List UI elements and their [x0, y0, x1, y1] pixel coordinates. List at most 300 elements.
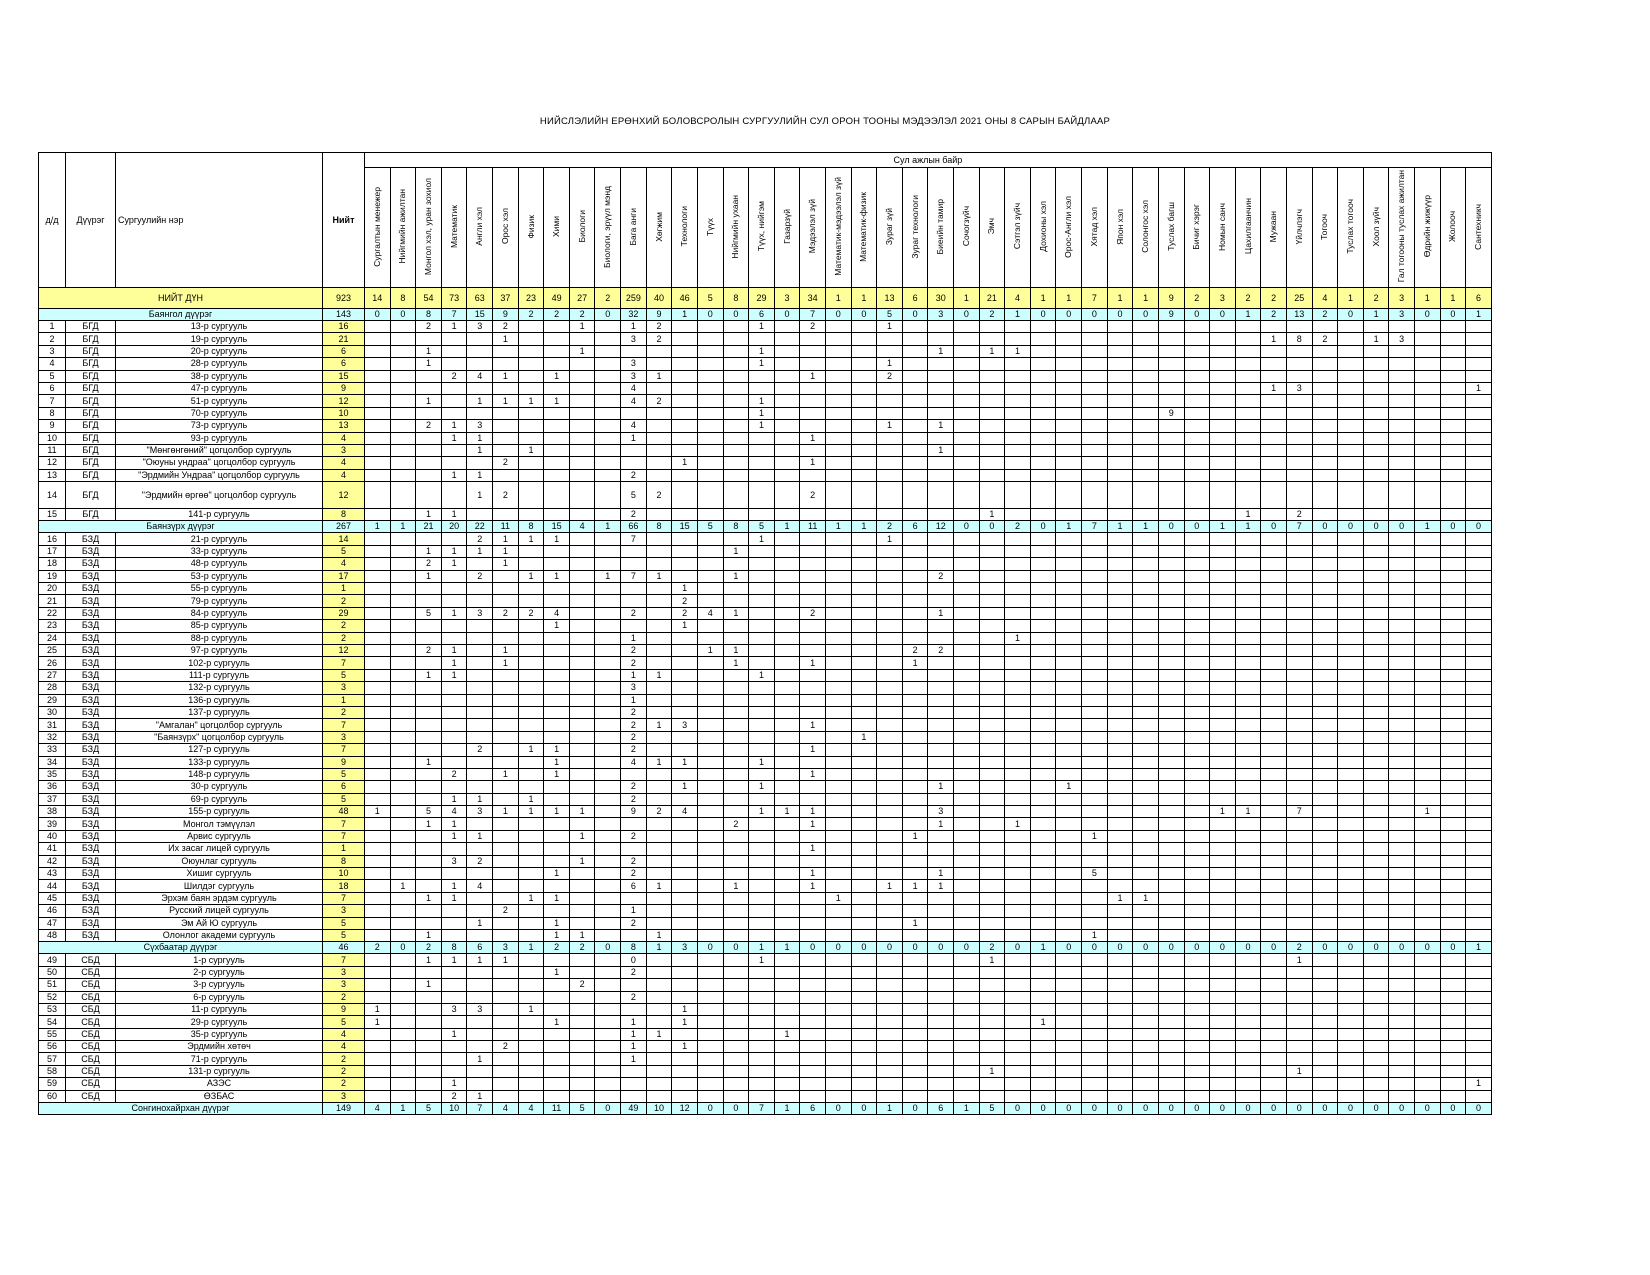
vacancy-cell: [1286, 482, 1312, 509]
vacancy-cell: [1107, 1090, 1133, 1102]
vacancy-cell: [544, 644, 570, 656]
vacancy-cell: [851, 1090, 877, 1102]
vacancy-cell: [646, 583, 672, 595]
vacancy-cell: 2: [621, 719, 647, 731]
school-row: [39, 669, 1492, 681]
vacancy-cell: 1: [1466, 942, 1492, 954]
vacancy-cell: [1414, 979, 1440, 991]
vacancy-cell: [928, 917, 954, 929]
vacancy-cell: [1440, 855, 1466, 867]
vacancy-cell: [1286, 644, 1312, 656]
vacancy-cell: [390, 345, 416, 357]
vacancy-cell: [1363, 420, 1389, 432]
vacancy-cell: [697, 706, 723, 718]
row-number: 23: [39, 620, 66, 632]
vacancy-cell: 0: [825, 1103, 851, 1115]
school-row: [39, 966, 1492, 978]
vacancy-cell: [1210, 868, 1236, 880]
vacancy-cell: [595, 607, 621, 619]
vacancy-cell: [954, 632, 980, 644]
row-district: БЗД: [66, 706, 116, 718]
vacancy-cell: [518, 545, 544, 557]
vacancy-cell: [1210, 545, 1236, 557]
vacancy-cell: [1235, 868, 1261, 880]
vacancy-cell: [1158, 756, 1184, 768]
vacancy-cell: [1133, 444, 1159, 456]
vacancy-cell: [390, 607, 416, 619]
vacancy-cell: [1107, 607, 1133, 619]
vacancy-cell: 1: [518, 892, 544, 904]
vacancy-cell: [979, 632, 1005, 644]
vacancy-cell: 4: [467, 880, 493, 892]
vacancy-cell: 21: [416, 521, 442, 533]
school-name: 84-р сургууль: [116, 607, 323, 619]
vacancy-cell: [518, 669, 544, 681]
vacancy-cell: [646, 1090, 672, 1102]
vacancy-cell: [416, 444, 442, 456]
vacancy-cell: [1440, 382, 1466, 394]
row-district: СБД: [66, 1065, 116, 1077]
vacancy-cell: [1414, 855, 1440, 867]
vacancy-cell: [1107, 682, 1133, 694]
vacancy-cell: [723, 756, 749, 768]
vacancy-cell: [1235, 407, 1261, 419]
vacancy-cell: [1389, 694, 1415, 706]
vacancy-cell: [1440, 632, 1466, 644]
vacancy-cell: 0: [1363, 1103, 1389, 1115]
vacancy-cell: [1338, 979, 1364, 991]
vacancy-cell: [1133, 1041, 1159, 1053]
vacancy-cell: [851, 1028, 877, 1040]
school-row: [39, 682, 1492, 694]
vacancy-cell: [1107, 358, 1133, 370]
school-name: 13-р сургууль: [116, 321, 323, 333]
vacancy-cell: [774, 644, 800, 656]
vacancy-cell: [1235, 682, 1261, 694]
vacancy-cell: [749, 644, 775, 656]
vacancy-cell: [569, 868, 595, 880]
vacancy-cell: 1: [800, 868, 826, 880]
vacancy-cell: [902, 756, 928, 768]
vacancy-cell: 1: [518, 942, 544, 954]
vacancy-cell: [1286, 1016, 1312, 1028]
row-total: 5: [323, 669, 365, 681]
vacancy-cell: [441, 395, 467, 407]
vacancy-cell: [1389, 1003, 1415, 1015]
vacancy-cell: 2: [621, 868, 647, 880]
vacancy-cell: [1312, 855, 1338, 867]
vacancy-cell: [749, 868, 775, 880]
vacancy-cell: [902, 706, 928, 718]
vacancy-cell: [928, 793, 954, 805]
vacancy-cell: [1466, 1053, 1492, 1065]
vacancy-cell: [902, 1016, 928, 1028]
vacancy-cell: 5: [569, 1103, 595, 1115]
vacancy-cell: 3: [441, 855, 467, 867]
vacancy-cell: 4: [621, 420, 647, 432]
vacancy-cell: [1235, 482, 1261, 509]
vacancy-cell: [979, 607, 1005, 619]
vacancy-cell: [851, 469, 877, 481]
vacancy-cell: [1184, 395, 1210, 407]
vacancy-cell: [1389, 1090, 1415, 1102]
vacancy-cell: [697, 719, 723, 731]
vacancy-cell: [979, 595, 1005, 607]
vacancy-cell: [569, 768, 595, 780]
school-name: 133-р сургууль: [116, 756, 323, 768]
header-column: [1389, 168, 1415, 288]
vacancy-cell: 0: [1440, 309, 1466, 321]
vacancy-cell: [1158, 1090, 1184, 1102]
vacancy-cell: [672, 469, 698, 481]
vacancy-cell: [1389, 583, 1415, 595]
vacancy-cell: [1261, 345, 1287, 357]
vacancy-cell: 1: [774, 806, 800, 818]
vacancy-cell: [928, 768, 954, 780]
vacancy-cell: [1107, 457, 1133, 469]
vacancy-cell: [749, 991, 775, 1003]
vacancy-cell: [1261, 1053, 1287, 1065]
vacancy-cell: 1: [1030, 1016, 1056, 1028]
vacancy-cell: [979, 1041, 1005, 1053]
vacancy-cell: [544, 657, 570, 669]
vacancy-cell: 1: [902, 657, 928, 669]
vacancy-cell: [544, 694, 570, 706]
vacancy-cell: [825, 358, 851, 370]
vacancy-cell: [1235, 333, 1261, 345]
vacancy-cell: [1133, 843, 1159, 855]
vacancy-cell: [390, 457, 416, 469]
vacancy-cell: [493, 1078, 519, 1090]
vacancy-cell: [902, 954, 928, 966]
vacancy-cell: [1005, 966, 1031, 978]
vacancy-cell: [723, 1028, 749, 1040]
vacancy-cell: 2: [621, 991, 647, 1003]
header-column-label: Математик-физик: [858, 191, 869, 262]
vacancy-cell: [1389, 509, 1415, 521]
vacancy-cell: [1338, 756, 1364, 768]
vacancy-cell: 6: [902, 288, 928, 309]
vacancy-cell: 7: [621, 533, 647, 545]
vacancy-cell: [1338, 432, 1364, 444]
vacancy-cell: [1184, 570, 1210, 582]
vacancy-cell: [467, 979, 493, 991]
vacancy-cell: [800, 620, 826, 632]
vacancy-cell: [877, 457, 903, 469]
vacancy-cell: [390, 595, 416, 607]
vacancy-cell: [877, 1028, 903, 1040]
vacancy-cell: [825, 1016, 851, 1028]
vacancy-cell: [1158, 744, 1184, 756]
vacancy-cell: [518, 345, 544, 357]
vacancy-cell: 1: [441, 1078, 467, 1090]
vacancy-cell: [979, 420, 1005, 432]
vacancy-cell: [1056, 432, 1082, 444]
vacancy-cell: [749, 1041, 775, 1053]
vacancy-cell: [800, 905, 826, 917]
vacancy-cell: [1312, 843, 1338, 855]
vacancy-cell: [518, 1078, 544, 1090]
vacancy-cell: 259: [621, 288, 647, 309]
vacancy-cell: [518, 731, 544, 743]
school-row: [39, 1090, 1492, 1102]
vacancy-cell: [1363, 583, 1389, 595]
school-name: 48-р сургууль: [116, 558, 323, 570]
vacancy-cell: [697, 880, 723, 892]
vacancy-cell: [1363, 558, 1389, 570]
school-row: [39, 407, 1492, 419]
vacancy-cell: 1: [979, 345, 1005, 357]
vacancy-cell: [1210, 509, 1236, 521]
vacancy-cell: 1: [800, 818, 826, 830]
vacancy-cell: [365, 358, 391, 370]
vacancy-cell: [365, 407, 391, 419]
vacancy-cell: [621, 1090, 647, 1102]
vacancy-cell: 1: [621, 432, 647, 444]
vacancy-cell: [1133, 1003, 1159, 1015]
vacancy-cell: [1466, 843, 1492, 855]
row-number: 20: [39, 583, 66, 595]
vacancy-cell: [569, 432, 595, 444]
vacancy-cell: [1312, 444, 1338, 456]
vacancy-cell: [800, 533, 826, 545]
vacancy-cell: [467, 407, 493, 419]
vacancy-cell: [518, 1053, 544, 1065]
vacancy-cell: [800, 407, 826, 419]
vacancy-cell: [774, 632, 800, 644]
row-total: 13: [323, 420, 365, 432]
vacancy-cell: [569, 595, 595, 607]
vacancy-cell: 1: [1056, 781, 1082, 793]
vacancy-cell: [1056, 793, 1082, 805]
vacancy-cell: [749, 607, 775, 619]
vacancy-cell: [928, 1065, 954, 1077]
vacancy-cell: [467, 868, 493, 880]
school-name: Монгол тэмүүлэл: [116, 818, 323, 830]
vacancy-cell: [416, 731, 442, 743]
vacancy-cell: [390, 781, 416, 793]
vacancy-cell: 1: [902, 917, 928, 929]
vacancy-cell: 4: [621, 395, 647, 407]
vacancy-cell: 54: [416, 288, 442, 309]
vacancy-cell: [416, 905, 442, 917]
vacancy-cell: [954, 694, 980, 706]
vacancy-cell: [1133, 1028, 1159, 1040]
vacancy-cell: [1210, 991, 1236, 1003]
vacancy-cell: [1389, 756, 1415, 768]
vacancy-cell: [569, 632, 595, 644]
vacancy-cell: [1107, 731, 1133, 743]
vacancy-cell: [1107, 868, 1133, 880]
header-column-label: Сантехникч: [1473, 203, 1484, 250]
vacancy-cell: 1: [800, 719, 826, 731]
vacancy-cell: [1286, 929, 1312, 941]
vacancy-cell: [825, 1041, 851, 1053]
vacancy-cell: [800, 694, 826, 706]
vacancy-cell: [1261, 744, 1287, 756]
vacancy-cell: [416, 1065, 442, 1077]
vacancy-cell: [1107, 1028, 1133, 1040]
vacancy-cell: [621, 407, 647, 419]
vacancy-cell: [672, 333, 698, 345]
vacancy-cell: 0: [1338, 521, 1364, 533]
vacancy-cell: [723, 768, 749, 780]
vacancy-cell: [518, 1041, 544, 1053]
vacancy-cell: [928, 457, 954, 469]
vacancy-cell: 1: [518, 444, 544, 456]
vacancy-cell: 1: [441, 830, 467, 842]
vacancy-cell: [1466, 694, 1492, 706]
vacancy-cell: [1440, 545, 1466, 557]
school-name: 155-р сургууль: [116, 806, 323, 818]
vacancy-cell: [1235, 731, 1261, 743]
vacancy-cell: [825, 420, 851, 432]
vacancy-cell: [954, 457, 980, 469]
vacancy-cell: [723, 407, 749, 419]
vacancy-cell: [1440, 768, 1466, 780]
vacancy-cell: [1210, 682, 1236, 694]
vacancy-cell: [1466, 1028, 1492, 1040]
header-column: [1338, 168, 1364, 288]
vacancy-cell: [1005, 1078, 1031, 1090]
vacancy-cell: 2: [621, 781, 647, 793]
vacancy-cell: [544, 469, 570, 481]
vacancy-cell: [1338, 533, 1364, 545]
vacancy-cell: 1: [672, 781, 698, 793]
vacancy-cell: [902, 432, 928, 444]
vacancy-cell: [1466, 620, 1492, 632]
vacancy-cell: [441, 781, 467, 793]
vacancy-cell: [672, 880, 698, 892]
vacancy-cell: 40: [646, 288, 672, 309]
vacancy-cell: [1158, 1016, 1184, 1028]
vacancy-cell: [1466, 632, 1492, 644]
vacancy-cell: [749, 370, 775, 382]
vacancy-cell: [1338, 420, 1364, 432]
vacancy-cell: [1440, 966, 1466, 978]
vacancy-cell: [749, 1090, 775, 1102]
vacancy-cell: [467, 768, 493, 780]
vacancy-cell: 1: [416, 358, 442, 370]
vacancy-cell: [518, 768, 544, 780]
header-column-label: Зураг технологи: [909, 194, 920, 259]
vacancy-cell: [1440, 991, 1466, 1003]
vacancy-cell: [467, 818, 493, 830]
row-total: 149: [323, 1103, 365, 1115]
vacancy-cell: 0: [902, 942, 928, 954]
vacancy-cell: [1338, 966, 1364, 978]
row-total: 5: [323, 929, 365, 941]
vacancy-cell: [1235, 694, 1261, 706]
vacancy-cell: [1338, 395, 1364, 407]
vacancy-cell: [1133, 768, 1159, 780]
vacancy-cell: 1: [467, 545, 493, 557]
vacancy-cell: [1082, 756, 1108, 768]
vacancy-cell: [1338, 469, 1364, 481]
vacancy-cell: 0: [697, 1103, 723, 1115]
row-number: 56: [39, 1041, 66, 1053]
vacancy-cell: [1235, 719, 1261, 731]
vacancy-cell: [595, 1028, 621, 1040]
vacancy-cell: [1082, 806, 1108, 818]
vacancy-cell: [595, 370, 621, 382]
vacancy-cell: [441, 333, 467, 345]
vacancy-cell: [723, 620, 749, 632]
vacancy-cell: [1158, 607, 1184, 619]
vacancy-cell: [1414, 1016, 1440, 1028]
vacancy-cell: [1389, 407, 1415, 419]
vacancy-cell: [518, 954, 544, 966]
vacancy-cell: [518, 682, 544, 694]
vacancy-cell: [1466, 768, 1492, 780]
school-row: [39, 1041, 1492, 1053]
row-district: БГД: [66, 370, 116, 382]
vacancy-cell: [1056, 570, 1082, 582]
vacancy-cell: [1056, 1016, 1082, 1028]
vacancy-cell: [1005, 1090, 1031, 1102]
vacancy-cell: [1363, 321, 1389, 333]
vacancy-cell: 5: [416, 806, 442, 818]
vacancy-cell: [1056, 358, 1082, 370]
vacancy-cell: 1: [441, 545, 467, 557]
vacancy-cell: [723, 457, 749, 469]
vacancy-cell: [1235, 793, 1261, 805]
vacancy-cell: [365, 345, 391, 357]
vacancy-cell: [365, 457, 391, 469]
vacancy-cell: [979, 905, 1005, 917]
vacancy-cell: [902, 929, 928, 941]
vacancy-cell: [1466, 669, 1492, 681]
vacancy-cell: [441, 1016, 467, 1028]
vacancy-cell: [1466, 444, 1492, 456]
vacancy-cell: [1133, 694, 1159, 706]
vacancy-cell: [1210, 781, 1236, 793]
vacancy-cell: [749, 880, 775, 892]
vacancy-cell: [672, 358, 698, 370]
vacancy-cell: [544, 731, 570, 743]
vacancy-cell: [902, 979, 928, 991]
vacancy-cell: [1056, 444, 1082, 456]
vacancy-cell: [928, 682, 954, 694]
vacancy-cell: [467, 1041, 493, 1053]
vacancy-cell: [697, 905, 723, 917]
vacancy-cell: [365, 444, 391, 456]
vacancy-cell: [672, 1065, 698, 1077]
school-row: [39, 533, 1492, 545]
vacancy-cell: [697, 545, 723, 557]
vacancy-cell: 1: [518, 1003, 544, 1015]
vacancy-cell: [365, 954, 391, 966]
vacancy-cell: [954, 1028, 980, 1040]
vacancy-cell: [1338, 818, 1364, 830]
vacancy-cell: [902, 382, 928, 394]
vacancy-cell: 1: [1363, 333, 1389, 345]
vacancy-cell: 0: [1338, 942, 1364, 954]
vacancy-cell: [1107, 706, 1133, 718]
vacancy-cell: 3: [774, 288, 800, 309]
row-total: 9: [323, 382, 365, 394]
vacancy-cell: [1286, 1053, 1312, 1065]
vacancy-cell: [1286, 444, 1312, 456]
vacancy-cell: [416, 620, 442, 632]
vacancy-cell: [1338, 1016, 1364, 1028]
vacancy-cell: [954, 793, 980, 805]
vacancy-cell: [825, 979, 851, 991]
vacancy-cell: [1005, 558, 1031, 570]
vacancy-cell: [365, 793, 391, 805]
vacancy-cell: [1414, 420, 1440, 432]
school-row: [39, 420, 1492, 432]
